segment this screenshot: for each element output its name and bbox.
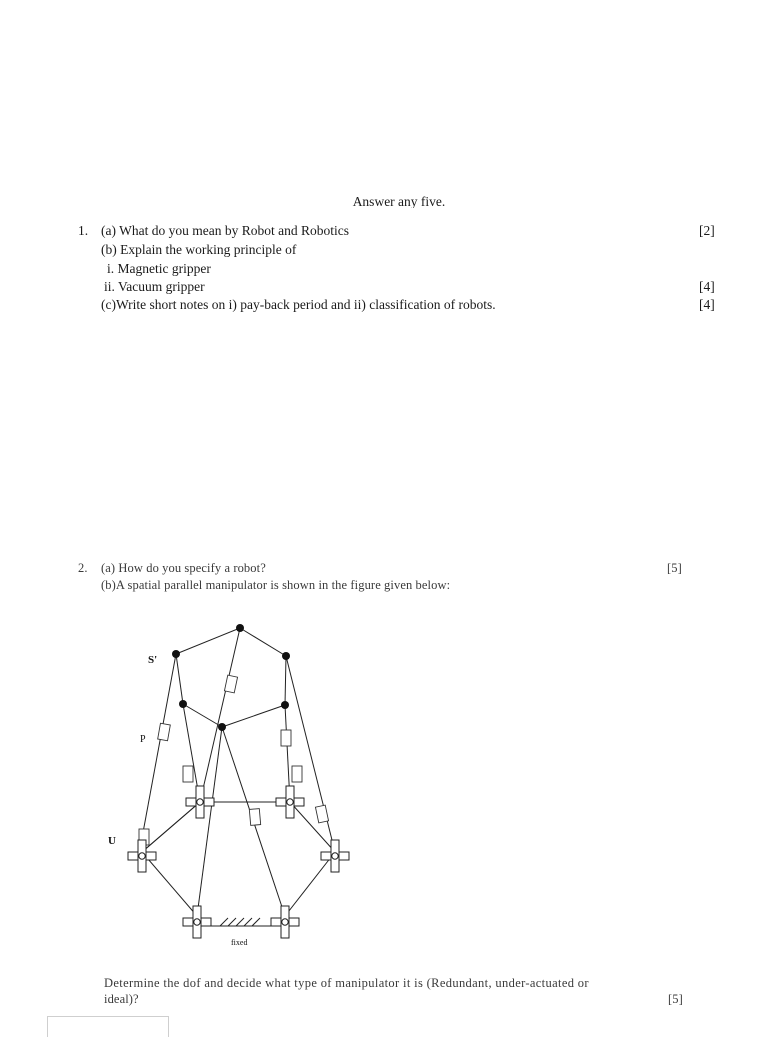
question-2-number: 2.: [78, 561, 88, 575]
question-1-number: 1.: [78, 223, 89, 238]
question-1c-text: (c)Write short notes on i) pay-back period and ii) classification of robots.: [101, 297, 496, 312]
question-2a-text: (a) How do you specify a robot?: [101, 561, 266, 575]
question-2-dof-text-line1: Determine the dof and decide what type of manipulator it is (Redundant, under-actuated or: [104, 976, 589, 990]
question-2a-marks: [5]: [667, 561, 682, 575]
question-1b-marks: [4]: [699, 279, 715, 294]
question-2-dof-text-line2: ideal)?: [104, 992, 139, 1006]
figure-label-spherical: S': [148, 654, 158, 666]
page-edge-box: [47, 1016, 169, 1037]
question-1b-item-ii: ii. Vacuum gripper: [104, 279, 205, 294]
spatial-parallel-manipulator-figure: [100, 612, 370, 952]
question-2b-text: (b)A spatial parallel manipulator is shown in the figure given below:: [101, 578, 451, 592]
question-1a-marks: [2]: [699, 223, 715, 238]
figure-label-prismatic: P: [140, 734, 146, 745]
figure-label-fixed: fixed: [231, 938, 248, 947]
question-1b-item-i: i. Magnetic gripper: [107, 261, 211, 276]
question-1b-text: (b) Explain the working principle of: [101, 242, 297, 257]
exam-instruction-heading: Answer any five.: [352, 194, 446, 208]
question-1c-marks: [4]: [699, 297, 715, 312]
question-2-dof-marks: [5]: [668, 992, 683, 1006]
figure-label-universal: U: [108, 835, 116, 847]
question-1a-text: (a) What do you mean by Robot and Robotics: [101, 223, 349, 238]
